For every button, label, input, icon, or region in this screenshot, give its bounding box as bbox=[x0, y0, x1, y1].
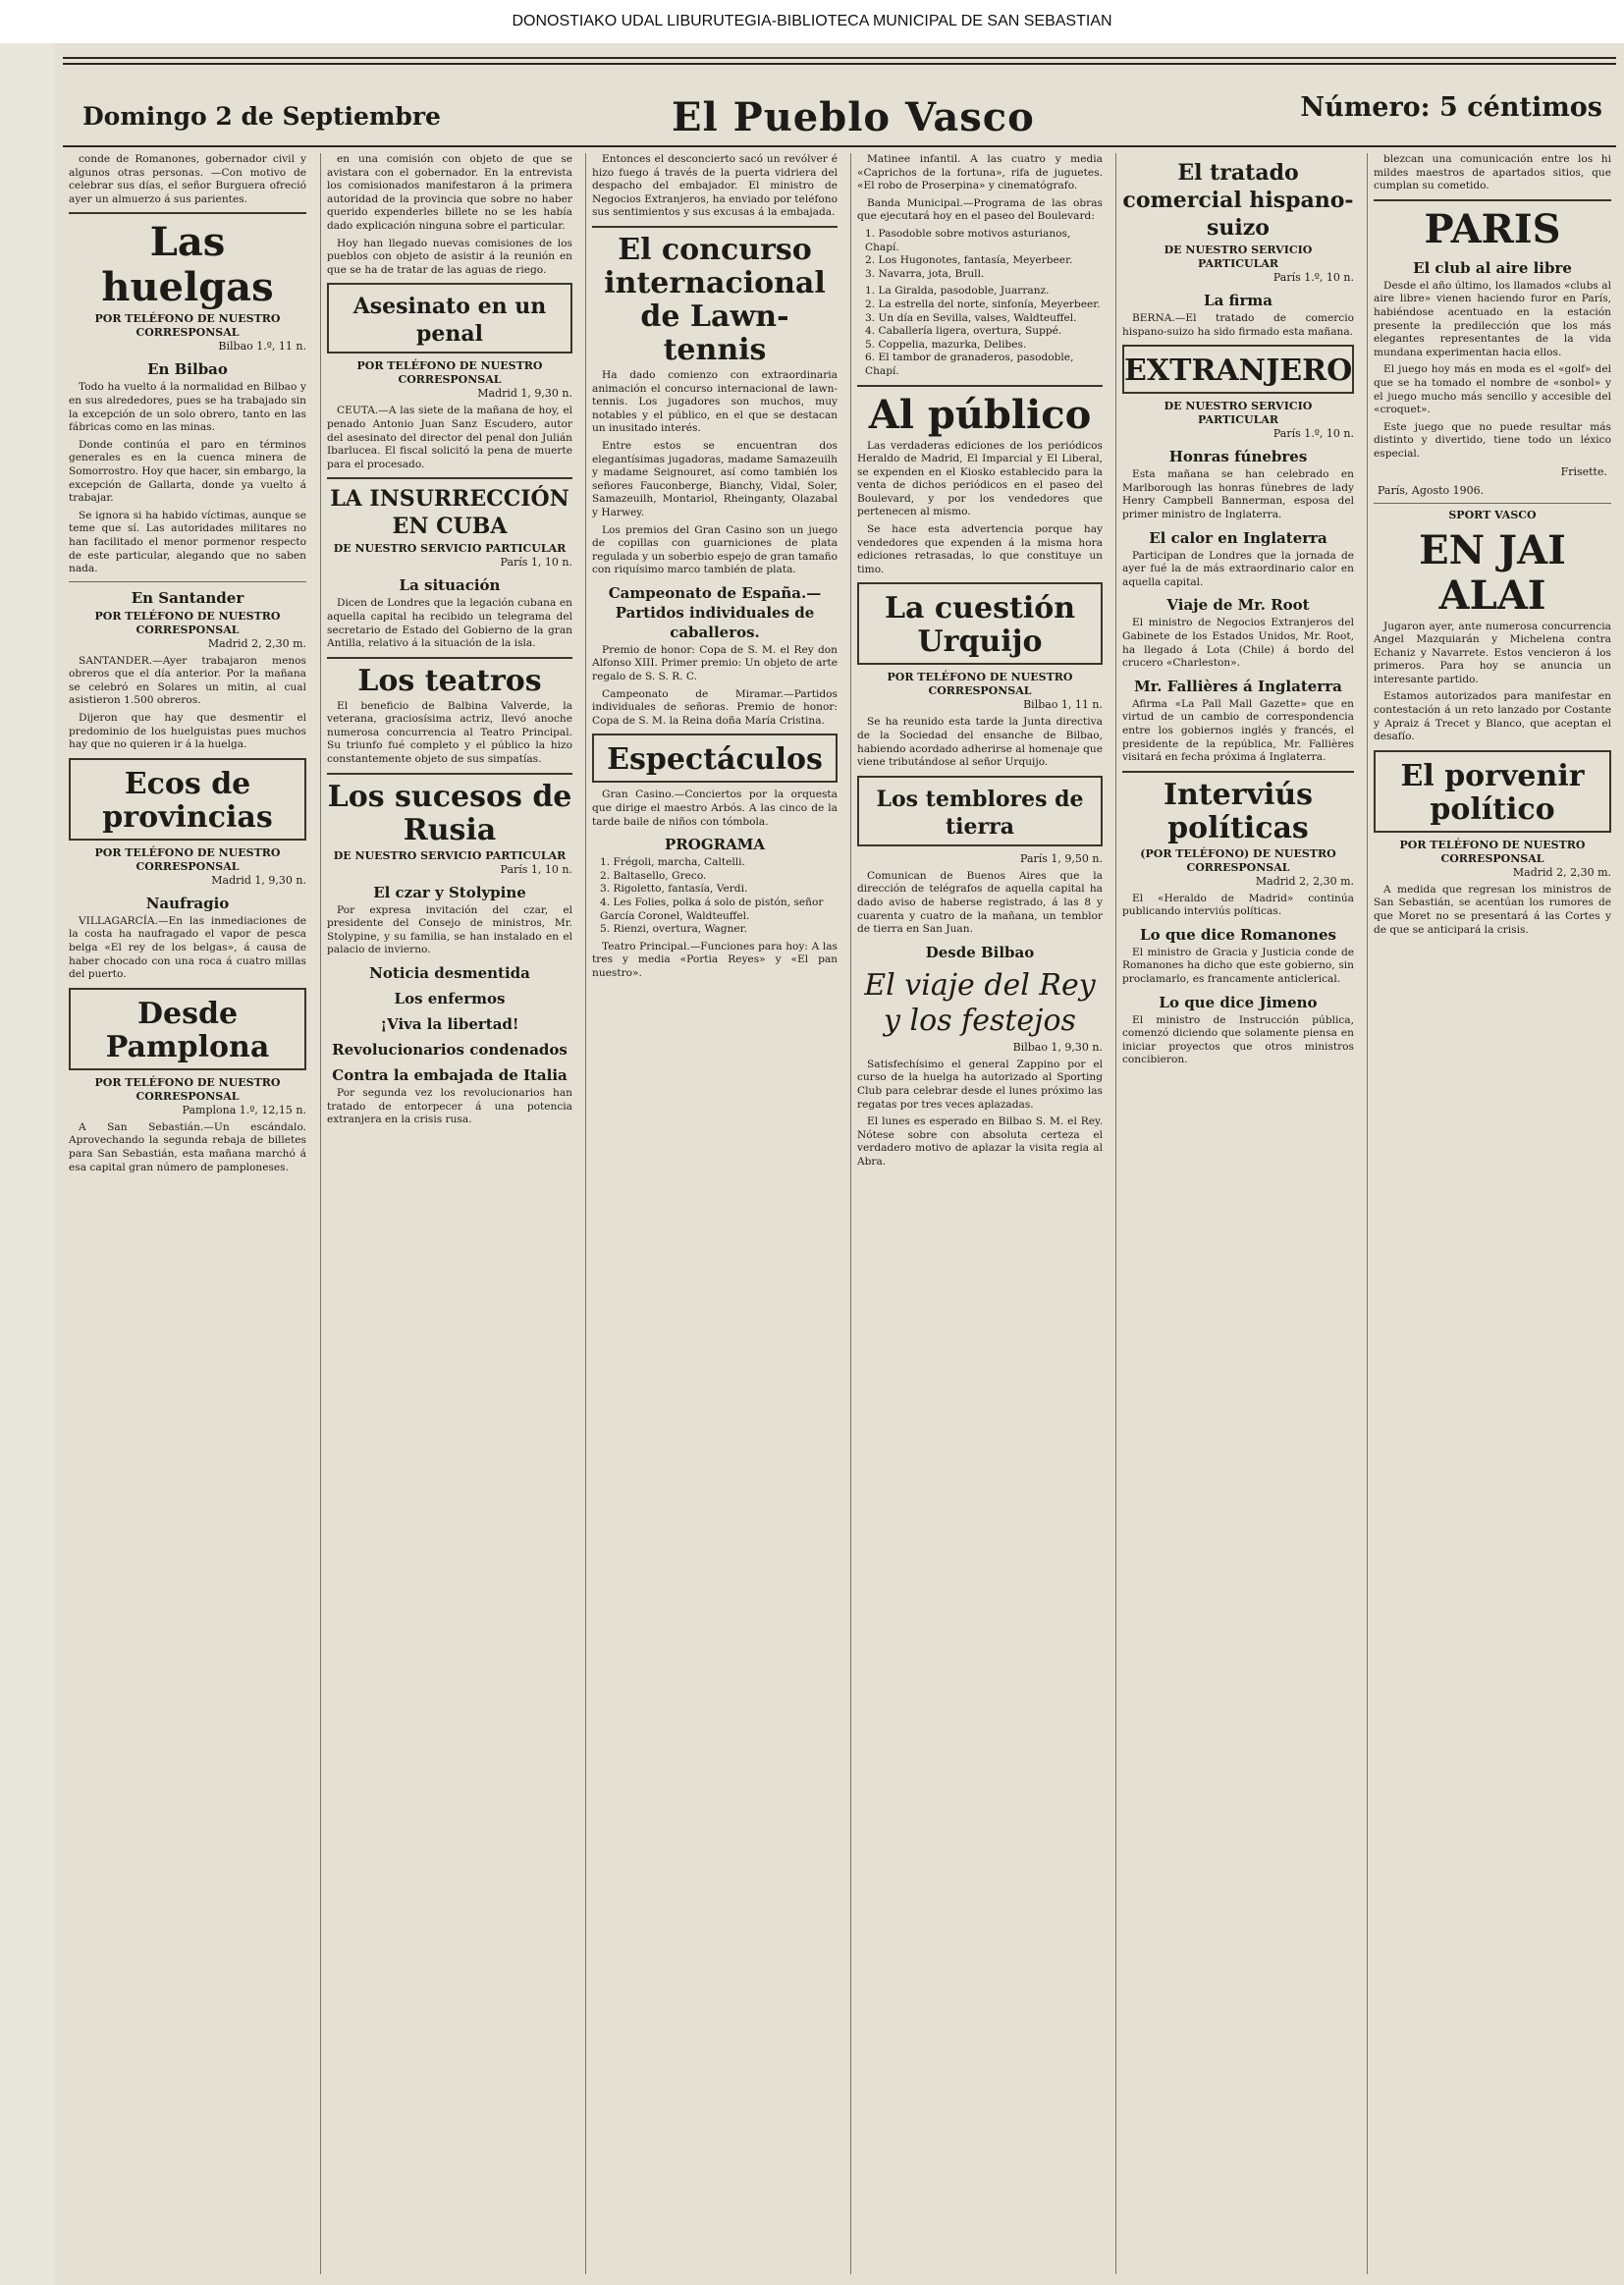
byline: POR TELÉFONO DE NUESTRO CORRESPONSAL bbox=[1399, 838, 1586, 865]
dateline: París 1, 10 n. bbox=[500, 862, 572, 876]
subhead-bilbao: Desde Bilbao bbox=[925, 943, 1035, 961]
subhead-firma: La firma bbox=[1204, 292, 1272, 309]
paragraph: Participan de Londres que la jornada de ayer fué la de más extraordinario calor en aquella capital. bbox=[1122, 549, 1354, 588]
byline: DE NUESTRO SERVICIO PARTICULAR bbox=[333, 542, 567, 556]
subhead-bilbao: En Bilbao bbox=[147, 360, 228, 379]
paragraph: El «Heraldo de Madrid» continúa publicando interviús políticas. bbox=[1122, 892, 1354, 918]
paragraph: Hoy han llegado nuevas comisiones de los pueblos con objeto de asistir á la reunión en que se ha de tratar de las aguas de riego. bbox=[327, 237, 572, 276]
subhead-embajada: Contra la embajada de Italia bbox=[332, 1066, 568, 1085]
paragraph: Dijeron que hay que desmentir el predominio de los huelguistas pues muchos hay que no quieren ir á la huelga. bbox=[69, 712, 306, 751]
headline-porvenir: El porvenir político bbox=[1400, 758, 1585, 827]
paragraph: Comunican de Buenos Aires que la dirección de telégrafos de aquella capital ha dado aviso de haberse registrado, á las 8 y cuarenta y cuatro de la mañana, un temblor de tierra en San Juan. bbox=[857, 869, 1103, 936]
paragraph: Esta mañana se han celebrado en Marlborough las honras fúnebres de lady Henry Campbell Bannerman, esposa del primer ministro de Inglaterra. bbox=[1122, 468, 1354, 520]
section-box bbox=[1374, 750, 1611, 833]
lead-paragraph: conde de Romanones, gobernador civil y algunos otras personas. —Con motivo de celebrar sus días, el señor Burguera ofreció ayer un almuerzo á sus parientes. bbox=[69, 153, 306, 205]
paragraph: El ministro de Negocios Extranjeros del Gabinete de los Estados Unidos, Mr. Root, ha llegado á Lota (Chile) á bordo del crucero «Charleston». bbox=[1122, 617, 1354, 670]
dateline: Pamplona 1.º, 12,15 n. bbox=[182, 1103, 306, 1116]
subhead-campeonato: Campeonato de España.—Partidos individuales de caballeros. bbox=[608, 583, 822, 641]
top-rule bbox=[63, 57, 1616, 59]
section-box bbox=[857, 776, 1103, 846]
byline: (POR TELÉFONO) DE NUESTRO CORRESPONSAL bbox=[1140, 846, 1336, 874]
headline-lawn-tennis: El concurso internacional de Lawn-tennis bbox=[604, 232, 826, 367]
divider bbox=[327, 477, 572, 479]
divider bbox=[1122, 771, 1354, 773]
subhead-czar: El czar y Stolypine bbox=[373, 883, 526, 901]
headline-espectaculos: Espectáculos bbox=[607, 742, 823, 778]
list-item: 2. Los Hugonotes, fantasía, Meyerbeer. bbox=[865, 254, 1073, 267]
headline-pamplona: Desde Pamplona bbox=[105, 996, 270, 1064]
headline-interviu: Interviús políticas bbox=[1163, 777, 1314, 845]
byline: DE NUESTRO SERVICIO PARTICULAR bbox=[333, 848, 567, 862]
paragraph: El beneficio de Balbina Valverde, la veterana, graciosísima actriz, llevó anoche numerosa concurrencia al Teatro Principal. Su triunfo fué completo y el público la hizo constantemente objeto de sus simpatías. bbox=[327, 699, 572, 766]
subhead-honras: Honras fúnebres bbox=[1168, 448, 1308, 466]
paragraph: Por expresa invitación del czar, el presidente del Consejo de ministros, Mr. Stolypine, y su familia, se han instalado en el palacio de invierno. bbox=[327, 903, 572, 956]
column-5 bbox=[1115, 153, 1360, 2274]
headline-paris: PARIS bbox=[1424, 205, 1561, 252]
top-rule-2 bbox=[63, 63, 1616, 65]
paragraph: Banda Municipal.—Programa de las obras que ejecutará hoy en el paseo del Boulevard: bbox=[857, 196, 1103, 223]
paragraph: Premio de honor: Copa de S. M. el Rey don Alfonso XIII. Primer premio: Un objeto de arte regalo de S. S. R. C. bbox=[592, 643, 838, 683]
issue-date: Domingo 2 de Septiembre bbox=[82, 102, 441, 131]
subhead-santander: En Santander bbox=[131, 588, 244, 607]
section-box bbox=[69, 758, 306, 841]
dateline: París 1.º, 10 n. bbox=[1272, 271, 1354, 284]
paragraph: Jugaron ayer, ante numerosa concurrencia Angel Mazquiarán y Michelena contra Echaniz y Navarrete. Estos vencieron á los primeros. Para hoy se anuncia un interesante partido. bbox=[1374, 620, 1611, 685]
divider bbox=[1374, 199, 1611, 201]
paragraph: Todo ha vuelto á la normalidad en Bilbao y en sus alrededores, pues se ha trabajado sin la excepción de un solo obrero, tanto en las fábricas como en las minas. bbox=[69, 381, 306, 434]
paragraph: Donde continúa el paro en términos generales es en la cuenca minera de Somorrostro. Hoy que hacer, sin embargo, la excepción de Gallarta, donde ya vuelto á trabajar. bbox=[69, 438, 306, 505]
list-item: 4. Les Folies, polka á solo de pistón, señor García Coronel, Waldteuffel. bbox=[600, 897, 824, 922]
dateline: Madrid 1, 9,30 n. bbox=[477, 387, 572, 401]
divider bbox=[327, 773, 572, 775]
list-item: 4. Caballería ligera, overtura, Suppé. bbox=[865, 325, 1062, 338]
subhead-root: Viaje de Mr. Root bbox=[1166, 596, 1310, 615]
subhead-libertad: ¡Viva la libertad! bbox=[380, 1015, 519, 1034]
headline-ecos: Ecos de provincias bbox=[102, 766, 273, 835]
paragraph: Por segunda vez los revolucionarios han tratado de entorpecer á una potencia extranjera en la crisis rusa. bbox=[327, 1087, 572, 1126]
masthead bbox=[63, 73, 1616, 151]
lead-paragraph: Matinee infantil. A las cuatro y media «Caprichos de la fortuna», rifa de juguetes. «El robo de Proserpina» y cinematógrafo. bbox=[857, 153, 1103, 192]
paragraph: CEUTA.—A las siete de la mañana de hoy, el penado Antonio Juan Sanz Escudero, autor del asesinato del director del penal don Julián Ibarlucea. El fiscal solicitó la pena de muerte para el procesado. bbox=[327, 405, 572, 470]
columns bbox=[63, 153, 1616, 2274]
byline: POR TELÉFONO DE NUESTRO CORRESPONSAL bbox=[887, 671, 1073, 698]
paragraph: Campeonato de Miramar.—Partidos individuales de señoras. Premio de honor: Copa de S. M. la Reina doña María Cristina. bbox=[592, 687, 838, 727]
headline-jai-alai: EN JAI ALAI bbox=[1419, 526, 1566, 619]
list-item: 1. La Giralda, pasodoble, Juarranz. bbox=[865, 285, 1050, 298]
dateline: Madrid 1, 9,30 n. bbox=[211, 873, 306, 887]
column-1 bbox=[63, 153, 312, 2274]
list-item: 1. Pasodoble sobre motivos asturianos, Chapí. bbox=[865, 227, 1071, 253]
list-item: 2. Baltasello, Greco. bbox=[600, 869, 707, 882]
byline: DE NUESTRO SERVICIO PARTICULAR bbox=[1164, 244, 1313, 270]
paragraph: BERNA.—El tratado de comercio hispano-suizo ha sido firmado esta mañana. bbox=[1122, 312, 1354, 338]
subhead-enfermos: Los enfermos bbox=[394, 990, 506, 1008]
newspaper-title: El Pueblo Vasco bbox=[672, 94, 1035, 140]
list-item: 2. La estrella del norte, sinfonía, Meyerbeer. bbox=[865, 298, 1101, 310]
paragraph: Entre estos se encuentran dos elegantísimas jugadoras, madame Samazeuilh y madame Seignouret, así como también los señores Fauconberge, Bianchy, Vidal, Soler, Samazeuilh, Montariol, Rheinganty, Olazabal y Harwey. bbox=[592, 439, 838, 518]
paragraph: Este juego que no puede resultar más distinto y divertido, tiene todo un léxico especial. bbox=[1374, 420, 1611, 460]
lead-paragraph: blezcan una comunicación entre los hi mildes maestros de apartados sitios, que cumplan su cometido. bbox=[1374, 153, 1611, 192]
column-4 bbox=[850, 153, 1109, 2274]
subhead-calor: El calor en Inglaterra bbox=[1149, 528, 1327, 547]
paragraph: El juego hoy más en moda es el «golf» del que se ha tomado el nombre de «sonbol» y el juego mucho más sencillo y accesible del «croquet». bbox=[1374, 363, 1611, 416]
list-item: 3. Navarra, jota, Brull. bbox=[865, 267, 985, 280]
subhead-programa: PROGRAMA bbox=[665, 836, 765, 854]
dateline: Madrid 2, 2,30 m. bbox=[207, 636, 306, 650]
divider bbox=[69, 581, 306, 582]
headline-rusia: Los sucesos de Rusia bbox=[327, 779, 572, 847]
paragraph: Se hace esta advertencia porque hay vendedores que expenden á la misma hora ediciones retrasadas, lo que constituye un timo. bbox=[857, 523, 1103, 575]
section-box bbox=[327, 283, 572, 354]
subhead-fallieres: Mr. Fallières á Inglaterra bbox=[1134, 677, 1342, 695]
headline-cuba: LA INSURRECCIÓN EN CUBA bbox=[330, 486, 569, 540]
list-item: 6. El tambor de granaderos, pasodoble, Chapí. bbox=[865, 352, 1074, 377]
column-6 bbox=[1367, 153, 1617, 2274]
column-2 bbox=[320, 153, 578, 2274]
subhead-noticia: Noticia desmentida bbox=[369, 964, 530, 983]
paragraph: Teatro Principal.—Funciones para hoy: A las tres y media «Portia Reyes» y «El pan nuestro». bbox=[592, 940, 838, 979]
subhead-naufragio: Naufragio bbox=[145, 894, 230, 912]
headline-temblores: Los temblores de tierra bbox=[876, 786, 1084, 840]
divider bbox=[327, 657, 572, 659]
list-item: 1. Frégoli, marcha, Caltelli. bbox=[600, 856, 745, 869]
byline: POR TELÉFONO DE NUESTRO CORRESPONSAL bbox=[94, 1075, 281, 1103]
paragraph: El ministro de Instrucción pública, comenzó diciendo que solamente piensa en iniciar proyectos que otros ministros concibieron. bbox=[1122, 1013, 1354, 1066]
newspaper-page bbox=[55, 43, 1624, 2285]
byline: POR TELÉFONO DE NUESTRO CORRESPONSAL bbox=[94, 609, 281, 636]
section-box bbox=[69, 988, 306, 1070]
section-label: SPORT VASCO bbox=[1448, 508, 1537, 521]
dateline: Bilbao 1, 11 n. bbox=[1023, 698, 1103, 712]
dateline: Madrid 2, 2,30 m. bbox=[1255, 874, 1354, 888]
paragraph: A medida que regresan los ministros de San Sebastián, se acentúan los rumores de que Moret no se presentará á las Cortes y de que se anticipará la crisis. bbox=[1374, 883, 1611, 936]
list-item: 5. Coppelia, mazurka, Delibes. bbox=[865, 338, 1027, 351]
paragraph: Se ignora si ha habido víctimas, aunque se teme que sí. Las autoridades militares no han facilitado el menor pormenor respecto de este particular, alegando que no saben nada. bbox=[69, 509, 306, 575]
headline-teatros: Los teatros bbox=[357, 663, 542, 698]
headline-urquijo: La cuestión Urquijo bbox=[884, 591, 1076, 660]
subhead-situacion: La situación bbox=[399, 576, 501, 595]
divider bbox=[69, 212, 306, 214]
subhead-romanones: Lo que dice Romanones bbox=[1140, 925, 1336, 944]
program-list bbox=[600, 856, 838, 937]
dateline: Bilbao 1.º, 11 n. bbox=[218, 340, 306, 354]
paragraph: Estamos autorizados para manifestar en contestación á un reto lanzado por Costante y Apraiz á Trecet y Blanco, que aceptan el desafío. bbox=[1374, 690, 1611, 743]
paragraph: SANTANDER.—Ayer trabajaron menos obreros que el día anterior. Por la mañana se celebró en Solares un mitin, al cual asistieron 1.500 obreros. bbox=[69, 654, 306, 707]
divider bbox=[857, 385, 1103, 387]
section-box bbox=[1122, 345, 1354, 394]
paragraph: Se ha reunido esta tarde la Junta directiva de la Sociedad del ensanche de Bilbao, habiendo acordado adherirse al homenaje que viene tributándose al señor Urquijo. bbox=[857, 716, 1103, 769]
list-item: 5. Rienzi, overtura, Wagner. bbox=[600, 923, 747, 936]
divider bbox=[592, 226, 838, 228]
paragraph: Gran Casino.—Conciertos por la orquesta que dirige el maestro Arbós. A las cinco de la tarde baile de niños con tómbola. bbox=[592, 789, 838, 828]
byline: POR TELÉFONO DE NUESTRO CORRESPONSAL bbox=[94, 845, 281, 873]
byline: POR TELÉFONO DE NUESTRO CORRESPONSAL bbox=[356, 359, 543, 387]
paragraph: A San Sebastián.—Un escándalo. Aprovechando la segunda rebaja de billetes para San Sebastián, esta mañana marchó á esa capital gran número de pamploneses. bbox=[69, 1120, 306, 1173]
paragraph: Afirma «La Pall Mall Gazette» que en virtud de un cambio de correspondencia entre los gobiernos inglés y francés, el presidente de la república, Mr. Fallières visitará en fecha próxima á Inglaterra. bbox=[1122, 697, 1354, 764]
paragraph: VILLAGARCÍA.—En las inmediaciones de la costa ha naufragado el vapor de pesca belga «El rey de los belgas», á causa de haber chocado con una roca á cuatro millas del puerto. bbox=[69, 914, 306, 981]
headline-viaje-rey: El viaje del Rey y los festejos bbox=[864, 967, 1096, 1038]
subhead-revolucionarios: Revolucionarios condenados bbox=[332, 1041, 568, 1060]
paragraph: Ha dado comienzo con extraordinaria animación el concurso internacional de lawn-tennis. Los jugadores son muchos, muy notables y el público, en el que se destacan un inusitado interés. bbox=[592, 368, 838, 435]
program-list-1 bbox=[865, 228, 1103, 281]
list-item: 3. Rigoletto, fantasía, Verdi. bbox=[600, 883, 748, 896]
paragraph: El ministro de Gracia y Justicia conde de Romanones ha dicho que este gobierno, sin proclamarlo, es francamente anticlerical. bbox=[1122, 946, 1354, 986]
headline-tratado: El tratado comercial hispano-suizo bbox=[1122, 160, 1354, 241]
lead-paragraph: en una comisión con objeto de que se avistara con el gobernador. En la entrevista los comisionados manifestaron á la primera autoridad de la provincia que sobre no haber querido expenderles billete no se les había dado explicación ninguna sobre el particular. bbox=[327, 153, 572, 232]
dateline: París 1, 10 n. bbox=[500, 556, 572, 570]
dateline: Madrid 2, 2,30 m. bbox=[1512, 865, 1611, 879]
byline: POR TELÉFONO DE NUESTRO CORRESPONSAL bbox=[94, 312, 281, 340]
dateline: París 1.º, 10 n. bbox=[1272, 427, 1354, 441]
list-item: 3. Un día en Sevilla, valses, Waldteuffel. bbox=[865, 311, 1077, 324]
divider bbox=[1374, 503, 1611, 504]
subhead-club: El club al aire libre bbox=[1413, 258, 1572, 277]
dateline: París 1, 9,50 n. bbox=[1020, 851, 1103, 865]
signature: Frisette. bbox=[1560, 464, 1607, 478]
column-3 bbox=[585, 153, 843, 2274]
dateline: Bilbao 1, 9,30 n. bbox=[1012, 1040, 1103, 1054]
paragraph: Los premios del Gran Casino son un juego de copillas con guarniciones de plata regulada y un soberbio espejo de gran tamaño con riquísimo marco también de plata. bbox=[592, 523, 839, 576]
paragraph: Desde el año último, los llamados «clubs al aire libre» vienen haciendo furor en París, habiéndose acentuado en la estación presente la predilección que los más elegantes representantes de la vida mundana experimentan hacia ellos. bbox=[1374, 279, 1611, 358]
masthead-rule bbox=[63, 145, 1616, 147]
subhead-jimeno: Lo que dice Jimeno bbox=[1159, 993, 1318, 1011]
paragraph: El lunes es esperado en Bilbao S. M. el Rey. Nótese sobre con absoluta certeza el verdadero motivo de aplazar la visita regia al Abra. bbox=[857, 1115, 1103, 1168]
headline-extranjero: EXTRANJERO bbox=[1124, 354, 1353, 389]
place-date: París, Agosto 1906. bbox=[1378, 483, 1485, 497]
paragraph: Las verdaderas ediciones de los periódicos Heraldo de Madrid, El Imparcial y El Liberal, se expenden en el Kiosko establecido para la venta de dichos periódicos en el paseo del Boulevard, y por los vendedores que pertenecen al mismo. bbox=[857, 439, 1103, 518]
lead-paragraph: Entonces el desconcierto sacó un revólver é hizo fuego á través de la puerta vidriera del despacho del embajador. El ministro de Negocios Extranjeros, ha enviado por teléfono sus sentimientos y sus excusas á la embajada. bbox=[592, 153, 838, 219]
headline-huelgas: Las huelgas bbox=[101, 219, 274, 311]
paragraph: Dicen de Londres que la legación cubana en aquella capital ha recibido un telegrama del secretario de Estado del Gobierno de la gran Antilla, relativo á la situación de la isla. bbox=[327, 597, 572, 650]
archive-banner: DONOSTIAKO UDAL LIBURUTEGIA-BIBLIOTECA MUNICIPAL DE SAN SEBASTIAN bbox=[0, 0, 1624, 43]
headline-publico: Al público bbox=[868, 391, 1092, 438]
program-list-2 bbox=[865, 285, 1103, 378]
section-box bbox=[592, 734, 838, 783]
headline-asesinato: Asesinato en un penal bbox=[352, 294, 547, 348]
issue-price: Número: 5 céntimos bbox=[1300, 92, 1602, 123]
paragraph: Satisfechísimo el general Zappino por el curso de la huelga ha autorizado al Sporting Club para celebrar desde el lunes próximo las regatas por tres veces aplazadas. bbox=[857, 1058, 1103, 1111]
byline: DE NUESTRO SERVICIO PARTICULAR bbox=[1164, 400, 1313, 427]
section-box bbox=[857, 582, 1103, 665]
